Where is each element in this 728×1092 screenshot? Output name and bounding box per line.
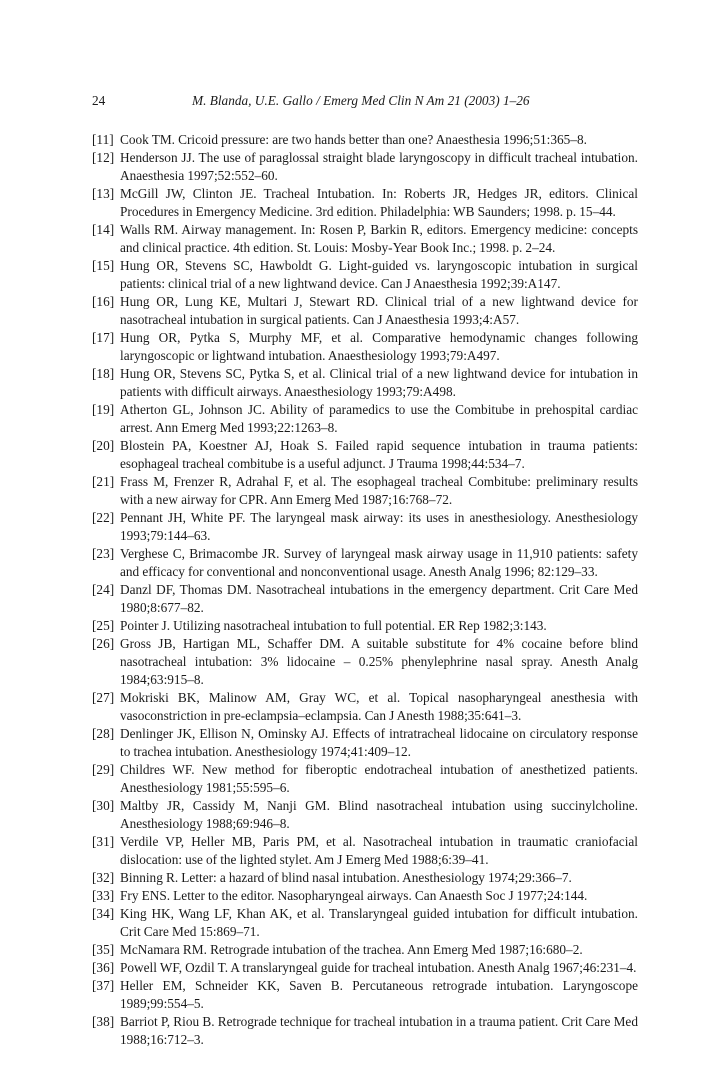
reference-item (92, 329, 638, 365)
reference-text: Pennant JH, White PF. The laryngeal mask airway: its uses in anesthesiology. Anesthesiology 1993;79:144–63. (120, 510, 638, 543)
reference-item (92, 635, 638, 689)
reference-item (92, 581, 638, 617)
reference-item (92, 887, 638, 905)
reference-number: [18] (92, 366, 115, 381)
reference-item (92, 437, 638, 473)
reference-text: Heller EM, Schneider KK, Saven B. Percutaneous retrograde intubation. Laryngoscope 1989;99:554–5. (120, 978, 638, 1011)
reference-item (92, 401, 638, 437)
reference-item (92, 977, 638, 1013)
reference-text: Henderson JJ. The use of paraglossal straight blade laryngoscopy in difficult tracheal intubation. Anaesthesia 1997;52:552–60. (120, 150, 638, 183)
reference-text: Verdile VP, Heller MB, Paris PM, et al. Nasotracheal intubation in traumatic craniofacial dislocation: use of the lighted stylet. Am J Emerg Med 1988;6:39–41. (120, 834, 638, 867)
reference-text: Denlinger JK, Ellison N, Ominsky AJ. Effects of intratracheal lidocaine on circulatory response to trachea intubation. Anesthesiology 1974;41:409–12. (120, 726, 638, 759)
reference-text: Danzl DF, Thomas DM. Nasotracheal intubations in the emergency department. Crit Care Med 1980;8:677–82. (120, 582, 638, 615)
reference-number: [29] (92, 762, 115, 777)
reference-number: [27] (92, 690, 115, 705)
page-number: 24 (92, 93, 106, 108)
reference-number: [30] (92, 798, 115, 813)
reference-text: Gross JB, Hartigan ML, Schaffer DM. A suitable substitute for 4% cocaine before blind nasotracheal intubation: 3% lidocaine – 0.25% phenylephrine nasal spray. Anesth Analg 1984;63:915–8. (120, 636, 638, 687)
reference-number: [25] (92, 618, 115, 633)
reference-number: [13] (92, 186, 115, 201)
reference-item (92, 833, 638, 869)
reference-number: [35] (92, 942, 115, 957)
reference-text: King HK, Wang LF, Khan AK, et al. Translaryngeal guided intubation for difficult intubation. Crit Care Med 15:869–71. (120, 906, 638, 939)
reference-number: [31] (92, 834, 115, 849)
reference-number: [20] (92, 438, 115, 453)
reference-item (92, 869, 638, 887)
reference-item (92, 185, 638, 221)
reference-number: [36] (92, 960, 115, 975)
reference-number: [23] (92, 546, 115, 561)
reference-item (92, 617, 638, 635)
reference-number: [24] (92, 582, 115, 597)
reference-text: McGill JW, Clinton JE. Tracheal Intubation. In: Roberts JR, Hedges JR, editors. Clinical Procedures in Emergency Medicine. 3rd edition. Philadelphia: WB Saunders; 1998. p. 15–44. (120, 186, 638, 219)
reference-item (92, 473, 638, 509)
reference-item (92, 761, 638, 797)
reference-item (92, 221, 638, 257)
reference-item (92, 941, 638, 959)
reference-item (92, 797, 638, 833)
reference-text: Cook TM. Cricoid pressure: are two hands better than one? Anaesthesia 1996;51:365–8. (120, 132, 587, 147)
reference-number: [19] (92, 402, 115, 417)
reference-number: [11] (92, 132, 114, 147)
reference-number: [26] (92, 636, 115, 651)
reference-number: [14] (92, 222, 115, 237)
reference-text: Frass M, Frenzer R, Adrahal F, et al. The esophageal tracheal Combitube: preliminary results with a new airway for CPR. Ann Emerg Med 1987;16:768–72. (120, 474, 638, 507)
reference-text: Fry ENS. Letter to the editor. Nasopharyngeal airways. Can Anaesth Soc J 1977;24:144. (120, 888, 588, 903)
reference-text: Hung OR, Pytka S, Murphy MF, et al. Comparative hemodynamic changes following laryngoscopic or lightwand intubation. Anaesthesiology 1993;79:A497. (120, 330, 638, 363)
reference-item (92, 293, 638, 329)
reference-text: Hung OR, Stevens SC, Pytka S, et al. Clinical trial of a new lightwand device for intubation in patients with difficult airways. Anaesthesiology 1993;79:A498. (120, 366, 638, 399)
reference-text: Verghese C, Brimacombe JR. Survey of laryngeal mask airway usage in 11,910 patients: safety and efficacy for conventional and nonconventional usage. Anesth Analg 1996; 82:129–33. (120, 546, 638, 579)
reference-item (92, 149, 638, 185)
reference-item (92, 131, 638, 149)
reference-text: Blostein PA, Koestner AJ, Hoak S. Failed rapid sequence intubation in trauma patients: esophageal tracheal combitube is a useful adjunct. J Trauma 1998;44:534–7. (120, 438, 638, 471)
reference-item (92, 365, 638, 401)
running-head (92, 92, 638, 110)
reference-text: Barriot P, Riou B. Retrograde technique for tracheal intubation in a trauma patient. Crit Care Med 1988;16:712–3. (120, 1014, 638, 1047)
reference-item (92, 725, 638, 761)
reference-text: Hung OR, Lung KE, Multari J, Stewart RD. Clinical trial of a new lightwand device for nasotracheal intubation in surgical patients. Can J Anaesthesia 1993;4:A57. (120, 294, 638, 327)
reference-list (92, 131, 638, 1049)
reference-number: [37] (92, 978, 115, 993)
reference-number: [32] (92, 870, 115, 885)
reference-item (92, 959, 638, 977)
reference-item (92, 905, 638, 941)
reference-number: [16] (92, 294, 115, 309)
reference-text: McNamara RM. Retrograde intubation of the trachea. Ann Emerg Med 1987;16:680–2. (120, 942, 583, 957)
reference-text: Childres WF. New method for fiberoptic endotracheal intubation of anesthetized patients. Anesthesiology 1981;55:595–6. (120, 762, 638, 795)
reference-item (92, 257, 638, 293)
reference-item (92, 509, 638, 545)
reference-number: [21] (92, 474, 115, 489)
reference-text: Hung OR, Stevens SC, Hawboldt G. Light-guided vs. laryngoscopic intubation in surgical patients: clinical trial of a new lightwand device. Can J Anaesthesia 1992;39:A147. (120, 258, 638, 291)
reference-text: Powell WF, Ozdil T. A translaryngeal guide for tracheal intubation. Anesth Analg 1967;46:231–4. (120, 960, 637, 975)
reference-number: [28] (92, 726, 115, 741)
reference-number: [15] (92, 258, 115, 273)
reference-text: Binning R. Letter: a hazard of blind nasal intubation. Anesthesiology 1974;29:366–7. (120, 870, 572, 885)
journal-citation: M. Blanda, U.E. Gallo / Emerg Med Clin N Am 21 (2003) 1–26 (192, 93, 530, 108)
reference-text: Pointer J. Utilizing nasotracheal intubation to full potential. ER Rep 1982;3:143. (120, 618, 547, 633)
reference-item (92, 545, 638, 581)
reference-number: [12] (92, 150, 115, 165)
reference-number: [22] (92, 510, 115, 525)
reference-number: [33] (92, 888, 115, 903)
reference-number: [38] (92, 1014, 115, 1029)
reference-text: Maltby JR, Cassidy M, Nanji GM. Blind nasotracheal intubation using succinylcholine. Anesthesiology 1988;69:946–8. (120, 798, 638, 831)
reference-item (92, 1013, 638, 1049)
reference-number: [34] (92, 906, 115, 921)
reference-text: Walls RM. Airway management. In: Rosen P, Barkin R, editors. Emergency medicine: concepts and clinical practice. 4th edition. St. Louis: Mosby-Year Book Inc.; 1998. p. 2–24. (120, 222, 638, 255)
reference-text: Mokriski BK, Malinow AM, Gray WC, et al. Topical nasopharyngeal anesthesia with vasoconstriction in pre-eclampsia–eclampsia. Can J Anesth 1988;35:641–3. (120, 690, 638, 723)
reference-number: [17] (92, 330, 115, 345)
reference-text: Atherton GL, Johnson JC. Ability of paramedics to use the Combitube in prehospital cardiac arrest. Ann Emerg Med 1993;22:1263–8. (120, 402, 638, 435)
reference-item (92, 689, 638, 725)
